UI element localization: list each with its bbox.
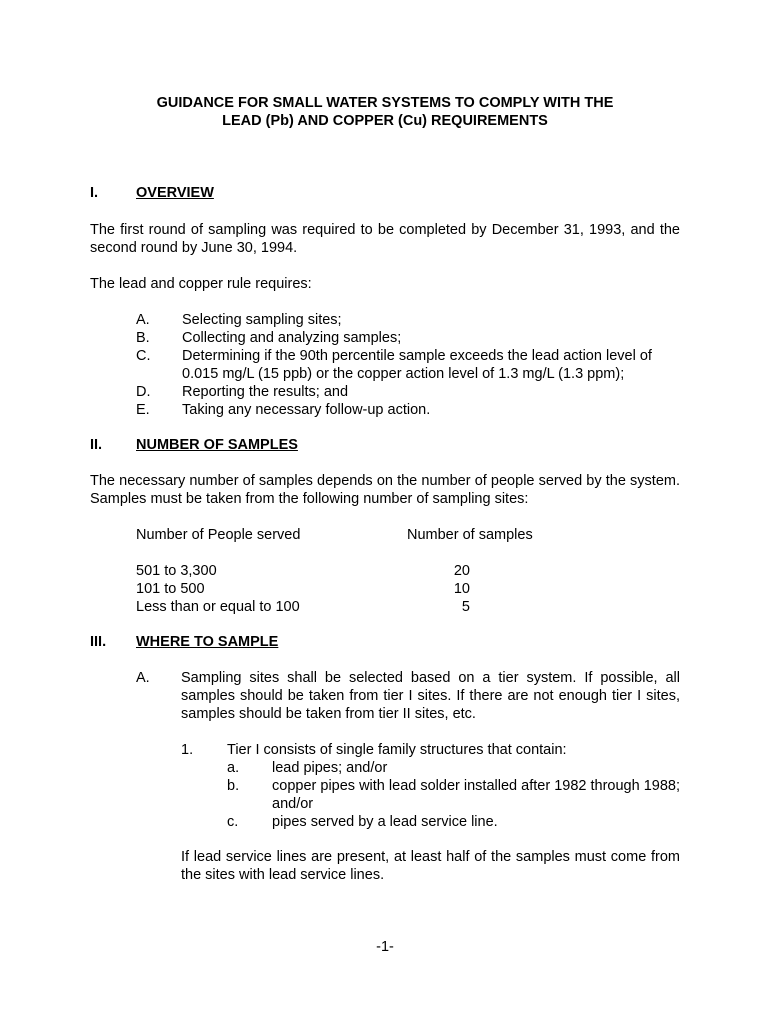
list-item-text: Determining if the 90th percentile sample exceeds the lead action level of (182, 348, 652, 364)
list-item-text: Selecting sampling sites; (182, 312, 342, 328)
list-item-text: Collecting and analyzing samples; (182, 330, 402, 346)
section-3-numeral: III. (90, 634, 107, 650)
tier-1-item-text: lead pipes; and/or (272, 760, 388, 776)
list-item-letter: E. (136, 402, 150, 418)
table-cell-samples: 20 (453, 563, 470, 579)
page-number: -1- (376, 939, 394, 955)
title-line-2: LEAD (Pb) AND COPPER (Cu) REQUIREMENTS (222, 113, 548, 129)
section-1-heading: OVERVIEW (136, 185, 214, 201)
section-1-paragraph-1: The first round of sampling was required to be completed by December 31, 1993, and the second round by June 30, 1994. (90, 222, 680, 256)
table-cell-people: 501 to 3,300 (136, 563, 217, 579)
section-3-heading: WHERE TO SAMPLE (136, 634, 279, 650)
section-1-numeral: I. (90, 185, 99, 201)
section-1-paragraph-2: The lead and copper rule requires: (90, 276, 312, 292)
table-header-people: Number of People served (136, 527, 301, 543)
title-line-1: GUIDANCE FOR SMALL WATER SYSTEMS TO COMPLY WITH THE (156, 95, 614, 111)
table-header-samples: Number of samples (407, 527, 533, 543)
list-item-letter: B. (136, 330, 150, 346)
section-2-numeral: II. (90, 437, 103, 453)
list-item-letter: A. (136, 312, 150, 328)
section-2-paragraph-1: The necessary number of samples depends on the number of people served by the system. Samples must be taken from the following number of sampling sites: (90, 473, 680, 507)
table-cell-samples: 5 (461, 599, 470, 615)
list-item-text: 0.015 mg/L (15 ppb) or the copper action level of 1.3 mg/L (1.3 ppm); (182, 366, 625, 382)
tier-1-item-text: copper pipes with lead solder installed after 1982 through 1988; and/or (272, 778, 680, 812)
table-cell-people: Less than or equal to 100 (136, 599, 300, 615)
tier-1-number: 1. (181, 742, 194, 758)
tier-1-item-text: pipes served by a lead service line. (272, 814, 498, 830)
tier-1-item-letter: b. (227, 778, 240, 794)
tier-1-item-letter: a. (227, 760, 240, 776)
section-3-item-a-text: Sampling sites shall be selected based on a tier system. If possible, all samples should be taken from tier I sites. If there are not enough tier I sites, samples should be taken from tier II sites, etc. (181, 670, 680, 722)
list-item-text: Taking any necessary follow-up action. (182, 402, 431, 418)
list-item-letter: D. (136, 384, 151, 400)
lead-service-note: If lead service lines are present, at least half of the samples must come from the sites with lead service lines. (181, 849, 680, 883)
table-cell-people: 101 to 500 (136, 581, 205, 597)
section-2-heading: NUMBER OF SAMPLES (136, 437, 298, 453)
list-item-letter: C. (136, 348, 151, 364)
list-item-text: Reporting the results; and (182, 384, 349, 400)
section-3-item-a-letter: A. (136, 670, 150, 686)
table-cell-samples: 10 (453, 581, 470, 597)
tier-1-item-letter: c. (227, 814, 239, 830)
tier-1-text: Tier I consists of single family structures that contain: (227, 742, 567, 758)
document-title (90, 94, 680, 130)
